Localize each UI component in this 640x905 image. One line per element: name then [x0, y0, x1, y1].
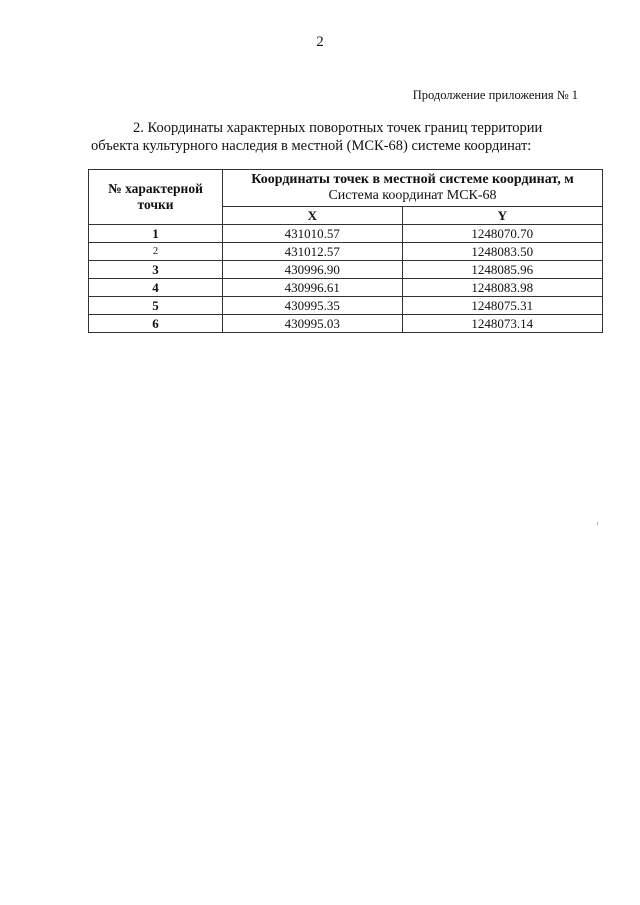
y-value: 1248070.70: [402, 225, 602, 243]
page-number: 2: [316, 34, 324, 50]
intro-paragraph: [91, 119, 591, 155]
table-row: [89, 243, 603, 261]
header-point-line-2: точки: [137, 197, 174, 212]
x-value: 431012.57: [223, 243, 403, 261]
x-value: 431010.57: [223, 225, 403, 243]
header-coordinates-title: Координаты точек в местной системе координат, м: [251, 172, 574, 187]
y-value: 1248083.50: [402, 243, 602, 261]
header-coordinates: [223, 170, 603, 207]
table-header-row: [89, 170, 603, 207]
appendix-continuation-label: Продолжение приложения № 1: [412, 88, 578, 102]
header-point-number: [89, 170, 223, 225]
table-row: [89, 279, 603, 297]
header-coordinate-system: Система координат МСК-68: [328, 188, 497, 203]
x-value: 430995.35: [223, 297, 403, 315]
point-number: 3: [89, 261, 223, 279]
table-row: [89, 297, 603, 315]
coordinates-table: [88, 169, 603, 333]
x-value: 430996.90: [223, 261, 403, 279]
x-value: 430995.03: [223, 315, 403, 333]
point-number: 2: [89, 243, 223, 261]
header-x: X: [223, 207, 403, 225]
intro-line-1: 2. Координаты характерных поворотных точек границ территории: [133, 120, 543, 136]
header-y: Y: [402, 207, 602, 225]
y-value: 1248083.98: [402, 279, 602, 297]
point-number: 6: [89, 315, 223, 333]
table-row: [89, 225, 603, 243]
y-value: 1248075.31: [402, 297, 602, 315]
table-row: [89, 261, 603, 279]
intro-line-2: объекта культурного наследия в местной (МСК-68) системе координат:: [91, 138, 532, 154]
point-number: 4: [89, 279, 223, 297]
y-value: 1248085.96: [402, 261, 602, 279]
point-number: 5: [89, 297, 223, 315]
y-value: 1248073.14: [402, 315, 602, 333]
header-point-line-1: № характерной: [108, 181, 203, 196]
scan-speck: [597, 522, 598, 525]
point-number: 1: [89, 225, 223, 243]
x-value: 430996.61: [223, 279, 403, 297]
table-row: [89, 315, 603, 333]
